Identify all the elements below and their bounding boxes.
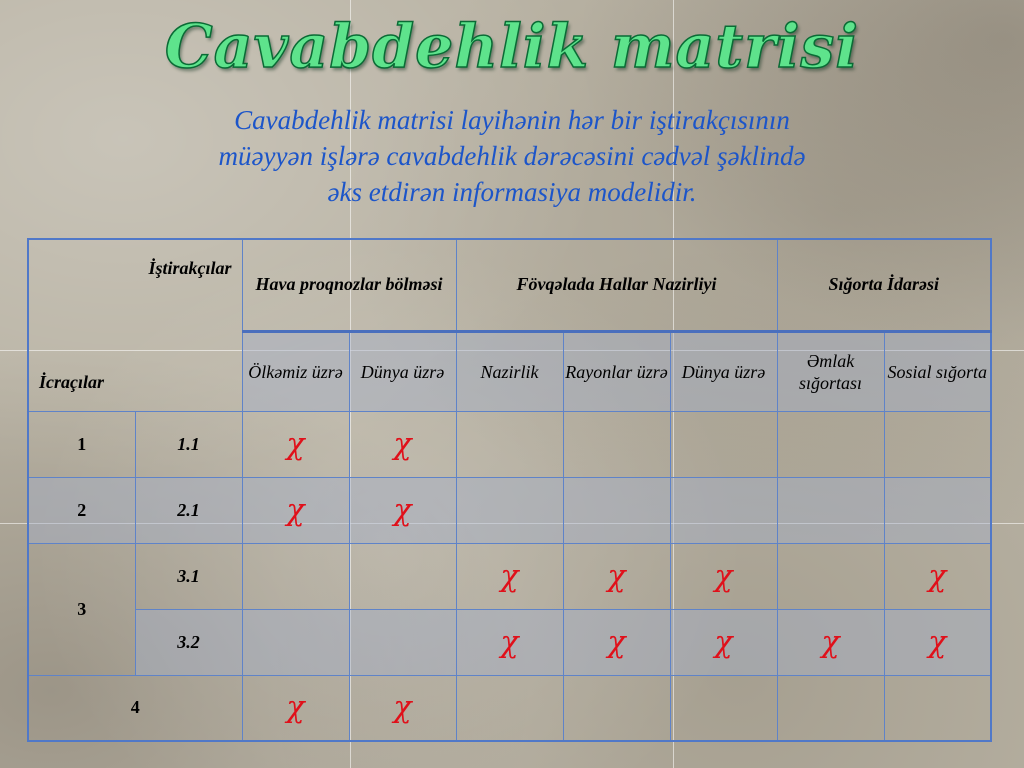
subheader-cell: Ölkəmiz üzrə <box>242 331 349 411</box>
subheader-cell: Dünya üzrə <box>349 331 456 411</box>
matrix-cell <box>349 675 456 741</box>
matrix-cell <box>670 609 777 675</box>
matrix-cell <box>456 411 563 477</box>
table-row <box>28 609 991 675</box>
group-header-insurance: Sığorta İdarəsi <box>777 239 991 331</box>
responsibility-mark: χ <box>500 558 519 594</box>
slide-subtitle <box>100 102 924 210</box>
matrix-cell <box>884 411 991 477</box>
subtitle-line: əks etdirən informasiya modelidir. <box>327 177 697 207</box>
matrix-cell <box>884 609 991 675</box>
row-subid-cell: 3.1 <box>135 543 242 609</box>
matrix-cell <box>349 543 456 609</box>
responsibility-mark: χ <box>928 558 947 594</box>
row-id-cell: 4 <box>28 675 242 741</box>
matrix-cell <box>349 609 456 675</box>
matrix-cell <box>349 411 456 477</box>
table-row <box>28 543 991 609</box>
matrix-cell <box>563 411 670 477</box>
responsibility-mark: χ <box>393 426 412 462</box>
subheader-cell: Dünya üzrə <box>670 331 777 411</box>
group-header-weather: Hava proqnozlar bölməsi <box>242 239 456 331</box>
responsibility-mark: χ <box>607 558 626 594</box>
row-subid-cell: 3.2 <box>135 609 242 675</box>
matrix-cell <box>242 543 349 609</box>
matrix-cell <box>777 411 884 477</box>
matrix-cell <box>884 543 991 609</box>
responsibility-mark: χ <box>607 624 626 660</box>
matrix-cell <box>242 477 349 543</box>
matrix-cell <box>777 543 884 609</box>
subheader-cell: Rayonlar üzrə <box>563 331 670 411</box>
row-id-cell: 2 <box>28 477 135 543</box>
responsibility-mark: χ <box>821 624 840 660</box>
responsibility-mark: χ <box>714 558 733 594</box>
matrix-cell <box>884 477 991 543</box>
subtitle-line: müəyyən işlərə cavabdehlik dərəcəsini cədvəl şəklində <box>218 141 806 171</box>
subheader-cell: Əmlak sığortası <box>777 331 884 411</box>
matrix-cell <box>777 609 884 675</box>
matrix-cell <box>670 477 777 543</box>
matrix-cell <box>670 411 777 477</box>
matrix-cell <box>563 609 670 675</box>
responsibility-mark: χ <box>714 624 733 660</box>
row-id-cell: 3 <box>28 543 135 675</box>
matrix-cell <box>242 609 349 675</box>
responsibility-mark: χ <box>928 624 947 660</box>
matrix-cell <box>563 543 670 609</box>
matrix-cell <box>456 543 563 609</box>
matrix-cell <box>242 411 349 477</box>
executors-label: İcraçılar <box>39 371 104 392</box>
row-subid-cell: 2.1 <box>135 477 242 543</box>
responsibility-mark: χ <box>393 492 412 528</box>
subheader-cell: Sosial sığorta <box>884 331 991 411</box>
matrix-cell <box>563 675 670 741</box>
matrix-cell <box>777 477 884 543</box>
matrix-cell <box>242 675 349 741</box>
responsibility-matrix-table <box>27 238 992 742</box>
table-row <box>28 675 991 741</box>
table-header-row <box>28 239 991 331</box>
matrix-cell <box>563 477 670 543</box>
table-row <box>28 411 991 477</box>
row-subid-cell: 1.1 <box>135 411 242 477</box>
responsibility-mark: χ <box>286 426 305 462</box>
table-row <box>28 477 991 543</box>
matrix-cell <box>456 675 563 741</box>
responsibility-mark: χ <box>500 624 519 660</box>
responsibility-mark: χ <box>393 690 412 726</box>
responsibility-mark: χ <box>286 492 305 528</box>
matrix-cell <box>777 675 884 741</box>
matrix-cell <box>884 675 991 741</box>
subtitle-line: Cavabdehlik matrisi layihənin hər bir iştirakçısının <box>234 105 790 135</box>
matrix-cell <box>456 609 563 675</box>
subheader-cell: Nazirlik <box>456 331 563 411</box>
group-header-emergency-ministry: Fövqəlada Hallar Nazirliyi <box>456 239 777 331</box>
matrix-cell <box>456 477 563 543</box>
matrix-cell <box>670 675 777 741</box>
slide-title: Cavabdehlik matrisi <box>164 12 860 82</box>
responsibility-mark: χ <box>286 690 305 726</box>
participants-label: İştirakçılar <box>148 258 232 278</box>
matrix-cell <box>670 543 777 609</box>
matrix-cell <box>349 477 456 543</box>
corner-header-cell <box>28 239 242 411</box>
row-id-cell: 1 <box>28 411 135 477</box>
